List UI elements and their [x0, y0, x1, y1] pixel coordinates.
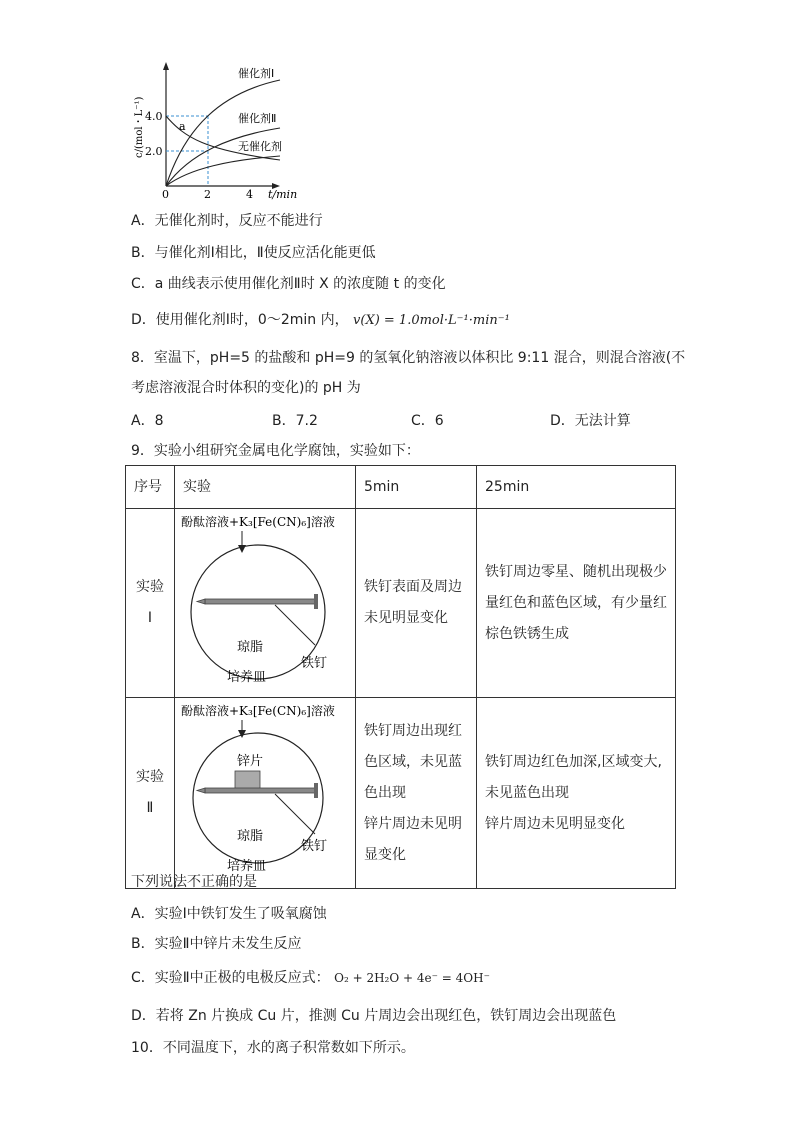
- table-row: [126, 698, 676, 889]
- row2-zinc-plate: [235, 771, 260, 789]
- q8-stem-line2: 考虑溶液混合时体积的变化)的 pH 为: [131, 380, 361, 396]
- row2-5min: [356, 698, 477, 889]
- header-id: 序号: [126, 466, 175, 509]
- row1-reagent: 酚酞溶液+K₃[Fe(CN)₆]溶液: [181, 515, 335, 529]
- row1-nail-shaft: [205, 599, 315, 604]
- table-header-row: [126, 466, 676, 509]
- q9-option-a: A．实验Ⅰ中铁钉发生了吸氧腐蚀: [131, 906, 327, 922]
- row2-5min-line3: 色出现: [364, 784, 406, 801]
- y-tick-4: 4.0: [145, 110, 163, 123]
- y-axis-label: c/(mol・L⁻¹): [134, 96, 145, 158]
- curve-no-catalyst: [166, 156, 280, 186]
- diagram-experiment-1: [175, 509, 355, 685]
- row1-5min: [356, 509, 477, 698]
- row2-25min: [477, 698, 676, 889]
- q9-option-c: [131, 968, 490, 988]
- row1-nail-head: [314, 594, 318, 609]
- x-axis-label: t/min: [268, 188, 298, 201]
- label-catalyst-1: 催化剂Ⅰ: [238, 67, 275, 80]
- x-tick-2: 2: [204, 188, 211, 201]
- header-experiment: 实验: [175, 466, 356, 509]
- row2-zinc-label: 锌片: [237, 754, 264, 769]
- label-catalyst-2: 催化剂Ⅱ: [238, 112, 277, 125]
- row1-5min-line1: 铁钉表面及周边: [364, 579, 462, 595]
- row2-5min-line1: 铁钉周边出现红: [364, 722, 462, 739]
- row1-25min-line2: 量红色和蓝色区域，有少量红: [485, 594, 667, 611]
- row1-diagram-cell: [175, 509, 356, 698]
- q9-option-d: D．若将 Zn 片换成 Cu 片，推测 Cu 片周边会出现红色，铁钉周边会出现蓝色: [131, 1008, 617, 1024]
- row1-agar: 琼脂: [237, 640, 264, 655]
- concentration-time-graph: [130, 58, 300, 203]
- row1-25min-line1: 铁钉周边零星、随机出现极少: [485, 563, 667, 580]
- q7-option-d-prefix: D．使用催化剂Ⅰ时，0～2min 内，: [131, 312, 349, 328]
- q7-option-d-formula: v(X) = 1.0mol·L⁻¹·min⁻¹: [353, 313, 510, 328]
- row1-nail: 铁钉: [301, 656, 328, 671]
- row2-5min-line5: 显变化: [364, 846, 406, 863]
- row2-id-line2: Ⅱ: [146, 800, 154, 816]
- y-axis-arrow: [163, 62, 169, 70]
- row2-reagent: 酚酞溶液+K₃[Fe(CN)₆]溶液: [181, 704, 335, 718]
- q8-option-d: D．无法计算: [550, 413, 631, 429]
- row1-nail-tip: [197, 599, 205, 604]
- q10-stem: 10．不同温度下，水的离子积常数如下所示。: [131, 1040, 415, 1056]
- q9-stem: 9．实验小组研究金属电化学腐蚀，实验如下：: [131, 443, 420, 459]
- row1-id-line2: Ⅰ: [147, 610, 153, 626]
- q8-option-c: C．6: [411, 413, 444, 429]
- row2-5min-line4: 锌片周边未见明: [364, 815, 462, 832]
- row2-leader: [275, 794, 315, 834]
- row2-agar: 琼脂: [237, 829, 264, 844]
- q9-question: 下列说法不正确的是: [131, 874, 257, 890]
- curve-catalyst-1: [166, 80, 280, 186]
- q9-option-c-prefix: C．实验Ⅱ中正极的电极反应式：: [131, 970, 330, 986]
- label-no-catalyst: 无催化剂: [238, 140, 282, 153]
- q9-option-b: B．实验Ⅱ中锌片未发生反应: [131, 936, 302, 952]
- row1-25min: [477, 509, 676, 698]
- graph-svg: [130, 58, 300, 203]
- table-row: [126, 509, 676, 698]
- q8-option-b: B．7.2: [272, 413, 318, 429]
- row2-25min-line1: 铁钉周边红色加深,区域变大,: [485, 753, 662, 770]
- diagram-experiment-2: [175, 698, 355, 876]
- row2-25min-line3: 锌片周边未见明显变化: [485, 815, 625, 832]
- row2-nail-head: [314, 783, 318, 798]
- q8-option-a: A．8: [131, 413, 164, 429]
- row2-id-line1: 实验: [136, 769, 164, 785]
- experiment-table: [125, 465, 676, 889]
- x-tick-4: 4: [246, 188, 253, 201]
- q9-option-c-formula: O₂ + 2H₂O + 4e⁻ = 4OH⁻: [334, 971, 490, 985]
- q8-stem-line1: 8．室温下，pH=5 的盐酸和 pH=9 的氢氧化钠溶液以体积比 9:11 混合，则混合溶液(不: [131, 350, 686, 366]
- row2-dish-label: 培养皿: [227, 859, 267, 874]
- q7-option-d: [131, 310, 510, 331]
- row2-nail-shaft: [205, 788, 315, 793]
- q7-option-b: B．与催化剂Ⅰ相比，Ⅱ使反应活化能更低: [131, 245, 376, 261]
- row1-id: [126, 509, 175, 698]
- row2-nail-tip: [197, 788, 205, 793]
- row1-25min-line3: 棕色铁锈生成: [485, 625, 569, 642]
- row2-id: [126, 698, 175, 889]
- header-25min: 25min: [477, 466, 676, 509]
- row2-nail: 铁钉: [301, 839, 328, 854]
- row1-id-line1: 实验: [136, 579, 164, 595]
- q7-option-a: A．无催化剂时，反应不能进行: [131, 213, 323, 229]
- label-a: a: [179, 120, 186, 133]
- row2-5min-line2: 色区域，未见蓝: [364, 753, 462, 770]
- x-tick-0: 0: [162, 188, 169, 201]
- row2-diagram-cell: [175, 698, 356, 889]
- q7-option-c: C．a 曲线表示使用催化剂Ⅱ时 X 的浓度随 t 的变化: [131, 276, 446, 292]
- y-tick-2: 2.0: [145, 145, 163, 158]
- row1-5min-line2: 未见明显变化: [364, 610, 448, 626]
- row2-25min-line2: 未见蓝色出现: [485, 784, 569, 801]
- row1-dish-label: 培养皿: [227, 670, 267, 685]
- header-5min: 5min: [356, 466, 477, 509]
- row1-leader: [275, 605, 315, 645]
